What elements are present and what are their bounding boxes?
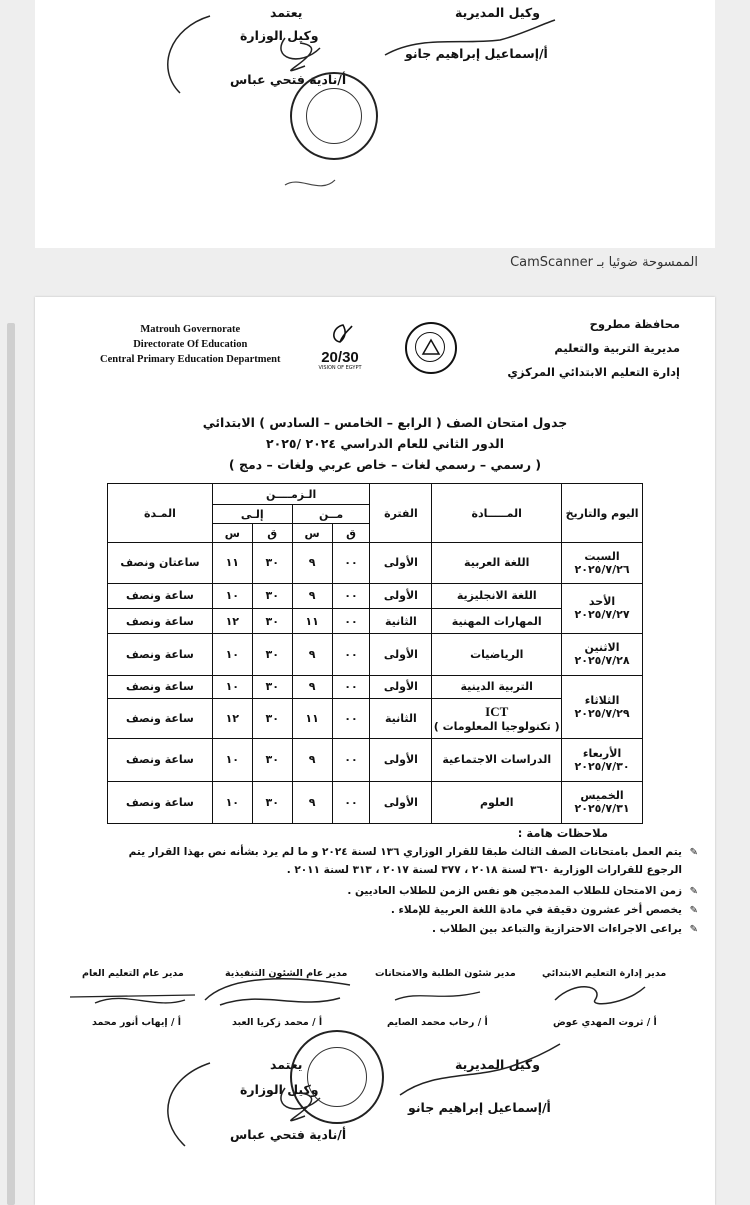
- department-en: Central Primary Education Department: [100, 354, 281, 365]
- from-q-cell: ٠٠: [332, 634, 370, 675]
- day-cell: الثلاثاء ٢٠٢٥/٧/٢٩: [562, 675, 643, 739]
- from-s-cell: ١١: [292, 608, 332, 633]
- signature-directorate-top: [380, 15, 560, 75]
- period-cell: الأولى: [370, 739, 432, 781]
- table-row: [108, 634, 643, 675]
- official-seal-top: [290, 72, 378, 160]
- minister-deputy-name-top: أ/نادية فتحي عباس: [230, 72, 347, 87]
- minister-deputy-label-top: وكيل الوزارة: [240, 28, 319, 43]
- header-arabic: [507, 312, 680, 384]
- note-4: يراعى الاجراءات الاحترازية والتباعد بين الطلاب .: [432, 923, 682, 935]
- bullet-pencil-icon: ✎: [689, 905, 698, 916]
- ministry-logo: [405, 322, 457, 374]
- manager-4-name: أ / إيهاب أنور محمد: [92, 1017, 181, 1028]
- schedule-types: ( رسمي – رسمي لغات – خاص عربي ولغات – دمج ): [228, 457, 542, 472]
- signature-manager-4: [65, 985, 205, 1015]
- from-s-cell: ٩: [292, 634, 332, 675]
- header-subject: المـــــادة: [432, 484, 562, 543]
- to-s-cell: ١١: [212, 543, 252, 583]
- subject-cell: الدراسات الاجتماعية: [432, 739, 562, 781]
- signature-manager-2: [390, 982, 490, 1012]
- header-from: مــن: [292, 505, 370, 524]
- period-cell: الأولى: [370, 781, 432, 823]
- from-s-cell: ٩: [292, 543, 332, 583]
- duration-cell: ساعة ونصف: [108, 634, 213, 675]
- to-q-cell: ٣٠: [252, 608, 292, 633]
- duration-cell: ساعة ونصف: [108, 781, 213, 823]
- to-q-cell: ٣٠: [252, 698, 292, 738]
- duration-cell: ساعة ونصف: [108, 698, 213, 738]
- from-s-cell: ٩: [292, 739, 332, 781]
- period-cell: الأولى: [370, 634, 432, 675]
- bullet-pencil-icon: ✎: [689, 847, 698, 858]
- duration-cell: ساعة ونصف: [108, 583, 213, 608]
- scrollbar[interactable]: [7, 323, 15, 1205]
- header-time: الـزمــــن: [212, 484, 370, 505]
- header-to-q: ق: [252, 524, 292, 543]
- directorate-deputy-label-top: وكيل المديرية: [455, 5, 540, 20]
- header-english: [100, 322, 281, 367]
- directorate-deputy-name: أ/إسماعيل إبراهيم جانو: [408, 1100, 551, 1115]
- day-cell: الأربعاء ٢٠٢٥/٧/٣٠: [562, 739, 643, 781]
- minister-deputy-label: وكيل الوزارة: [240, 1082, 319, 1097]
- header-period: الفترة: [370, 484, 432, 543]
- subject-cell: اللغة العربية: [432, 543, 562, 583]
- bullet-pencil-icon: ✎: [689, 924, 698, 935]
- day-cell: الأحد ٢٠٢٥/٧/٢٧: [562, 583, 643, 634]
- directorate-ar: مديرية التربية والتعليم: [554, 341, 680, 355]
- subject-cell: اللغة الانجليزية: [432, 583, 562, 608]
- table-row: [108, 583, 643, 608]
- table-row: [108, 739, 643, 781]
- period-cell: الأولى: [370, 543, 432, 583]
- subject-cell: الرياضيات: [432, 634, 562, 675]
- manager-2-title: مدير شئون الطلبة والامتحانات: [375, 968, 516, 979]
- table-row: [108, 781, 643, 823]
- to-s-cell: ١٠: [212, 583, 252, 608]
- directorate-deputy-name-top: أ/إسماعيل إبراهيم جانو: [405, 46, 548, 61]
- to-s-cell: ١٢: [212, 698, 252, 738]
- header-to: إلـى: [212, 505, 292, 524]
- period-cell: الثانية: [370, 698, 432, 738]
- subject-cell: ICT ( تكنولوجيا المعلومات ): [432, 698, 562, 738]
- manager-4-title: مدير عام التعليم العام: [82, 968, 184, 979]
- exam-schedule-table: [107, 483, 643, 824]
- to-q-cell: ٣٠: [252, 675, 292, 698]
- subject-cell: العلوم: [432, 781, 562, 823]
- signature-manager-3: [200, 970, 360, 1020]
- to-q-cell: ٣٠: [252, 543, 292, 583]
- manager-1-name: أ / ثروت المهدي عوض: [553, 1017, 657, 1028]
- directorate-deputy-label: وكيل المديرية: [455, 1057, 540, 1072]
- period-cell: الأولى: [370, 583, 432, 608]
- from-q-cell: ٠٠: [332, 698, 370, 738]
- period-cell: الثانية: [370, 608, 432, 633]
- from-q-cell: ٠٠: [332, 739, 370, 781]
- from-q-cell: ٠٠: [332, 675, 370, 698]
- to-s-cell: ١٢: [212, 608, 252, 633]
- from-q-cell: ٠٠: [332, 781, 370, 823]
- from-s-cell: ١١: [292, 698, 332, 738]
- seal-mark-top: [280, 170, 340, 200]
- department-ar: إدارة التعليم الابتدائي المركزي: [507, 365, 680, 379]
- signature-manager-1: [545, 975, 655, 1015]
- manager-3-name: أ / محمد زكريا العبد: [232, 1017, 323, 1028]
- vision-sub: VISION OF EGYPT: [318, 365, 362, 371]
- header-day-date: اليوم والتاريخ: [562, 484, 643, 543]
- to-s-cell: ١٠: [212, 781, 252, 823]
- from-s-cell: ٩: [292, 675, 332, 698]
- note-1b: الرجوع للقرارات الوزارية ٣٦٠ لسنة ٢٠١٨ ، ٣٧٧ لسنة ٢٠١٧ ، ٣١٣ لسنة ٢٠١١ .: [286, 864, 682, 876]
- to-s-cell: ١٠: [212, 675, 252, 698]
- bullet-pencil-icon: ✎: [689, 886, 698, 897]
- manager-3-title: مدير عام الشئون التنفيذية: [225, 968, 348, 979]
- period-cell: الأولى: [370, 675, 432, 698]
- duration-cell: ساعتان ونصف: [108, 543, 213, 583]
- note-2: زمن الامتحان للطلاب المدمجين هو نفس الزمن للطلاب العاديين .: [347, 885, 682, 897]
- governorate-ar: محافظة مطروح: [589, 317, 680, 331]
- manager-1-title: مدير إدارة التعليم الابتدائي: [542, 968, 667, 979]
- day-cell: الاثنين ٢٠٢٥/٧/٢٨: [562, 634, 643, 675]
- schedule-subtitle: الدور الثاني للعام الدراسي ٢٠٢٤ /٢٠٢٥: [266, 436, 504, 451]
- header-from-q: ق: [332, 524, 370, 543]
- schedule-title: جدول امتحان الصف ( الرابع – الخامس – السادس ) الابتدائي: [202, 415, 568, 430]
- signature-directorate: [395, 1040, 565, 1110]
- to-q-cell: ٣٠: [252, 634, 292, 675]
- duration-cell: ساعة ونصف: [108, 675, 213, 698]
- duration-cell: ساعة ونصف: [108, 608, 213, 633]
- duration-cell: ساعة ونصف: [108, 739, 213, 781]
- subject-cell: المهارات المهنية: [432, 608, 562, 633]
- notes-title: ملاحظات هامة :: [517, 826, 608, 840]
- vision-text: 20/30: [321, 349, 359, 366]
- governorate-en: Matrouh Governorate: [140, 324, 241, 335]
- from-q-cell: ٠٠: [332, 608, 370, 633]
- note-3: يخصص أخر عشرون دقيقة في مادة اللغة العربية للإملاء .: [390, 904, 682, 916]
- day-cell: الخميس ٢٠٢٥/٧/٣١: [562, 781, 643, 823]
- directorate-en: Directorate Of Education: [133, 339, 248, 350]
- minister-deputy-name: أ/نادية فتحي عباس: [230, 1127, 347, 1142]
- to-q-cell: ٣٠: [252, 583, 292, 608]
- to-q-cell: ٣٠: [252, 739, 292, 781]
- from-s-cell: ٩: [292, 583, 332, 608]
- from-s-cell: ٩: [292, 781, 332, 823]
- header-duration: المـدة: [108, 484, 213, 543]
- vision-leaf-icon: [325, 322, 355, 346]
- day-cell: السبت ٢٠٢٥/٧/٢٦: [562, 543, 643, 583]
- to-s-cell: ١٠: [212, 634, 252, 675]
- table-row: [108, 543, 643, 583]
- approve-label: يعتمد: [270, 1057, 303, 1072]
- subject-cell: التربية الدينية: [432, 675, 562, 698]
- official-seal: [290, 1030, 384, 1124]
- from-q-cell: ٠٠: [332, 543, 370, 583]
- to-s-cell: ١٠: [212, 739, 252, 781]
- approve-label-top: يعتمد: [270, 5, 303, 20]
- camscanner-watermark: الممسوحة ضوئيا بـ CamScanner: [510, 255, 698, 270]
- manager-2-name: أ / رحاب محمد الصايم: [387, 1017, 488, 1028]
- from-q-cell: ٠٠: [332, 583, 370, 608]
- note-1a: يتم العمل بامتحانات الصف الثالث طبقا للقرار الوزاري ١٣٦ لسنة ٢٠٢٤ و ما لم يرد بشأنه نص بهذا القرار يتم: [128, 846, 682, 858]
- header-to-s: س: [212, 524, 252, 543]
- table-row: [108, 675, 643, 698]
- vision-2030-logo: [310, 322, 370, 372]
- to-q-cell: ٣٠: [252, 781, 292, 823]
- header-from-s: س: [292, 524, 332, 543]
